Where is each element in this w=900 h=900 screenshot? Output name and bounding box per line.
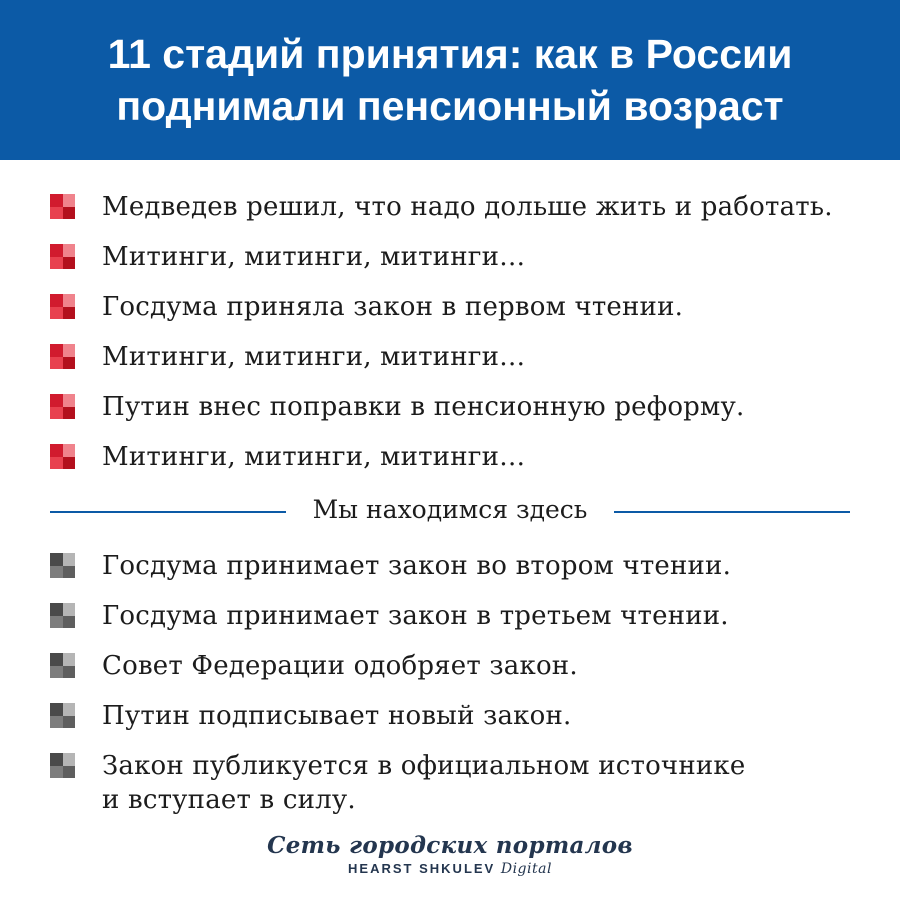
stage-text: Митинги, митинги, митинги… (102, 242, 526, 272)
gray-square-icon (50, 703, 75, 728)
current-stage-label: Мы находимся здесь (312, 495, 588, 524)
red-square-icon (50, 444, 75, 469)
gray-square-icon (50, 653, 75, 678)
stage-text: Путин внес поправки в пенсионную реформу. (102, 392, 745, 422)
logo-brand: HEARST SHKULEV (348, 861, 496, 876)
gray-square-icon (50, 753, 75, 778)
stage-text-line-1: Закон публикуется в официальном источнике (102, 751, 746, 781)
publisher-logo (0, 832, 900, 878)
stage-text-line-2: и вступает в силу. (102, 785, 356, 815)
red-square-icon (50, 244, 75, 269)
stage-text: Госдума принимает закон в третьем чтении. (102, 601, 729, 631)
red-square-icon (50, 294, 75, 319)
gray-square-icon (50, 553, 75, 578)
stage-text: Медведев решил, что надо дольше жить и работать. (102, 192, 833, 222)
stage-text: Совет Федерации одобряет закон. (102, 651, 578, 681)
stage-text: Митинги, митинги, митинги… (102, 342, 526, 372)
divider-line-right (614, 511, 850, 513)
stage-text: Госдума принимает закон во втором чтении. (102, 551, 732, 581)
header-banner (0, 0, 900, 160)
page-title-line-2: поднимали пенсионный возраст (116, 83, 784, 129)
red-square-icon (50, 194, 75, 219)
page-title-line-1: 11 стадий принятия: как в России (107, 31, 793, 77)
logo-main-text: Сеть городских порталов (267, 832, 633, 859)
stage-text: Госдума приняла закон в первом чтении. (102, 292, 684, 322)
logo-sub-text (0, 860, 900, 878)
red-square-icon (50, 394, 75, 419)
gray-square-icon (50, 603, 75, 628)
stage-text: Путин подписывает новый закон. (102, 701, 572, 731)
stage-text: Митинги, митинги, митинги… (102, 442, 526, 472)
logo-digital: Digital (500, 861, 552, 877)
red-square-icon (50, 344, 75, 369)
